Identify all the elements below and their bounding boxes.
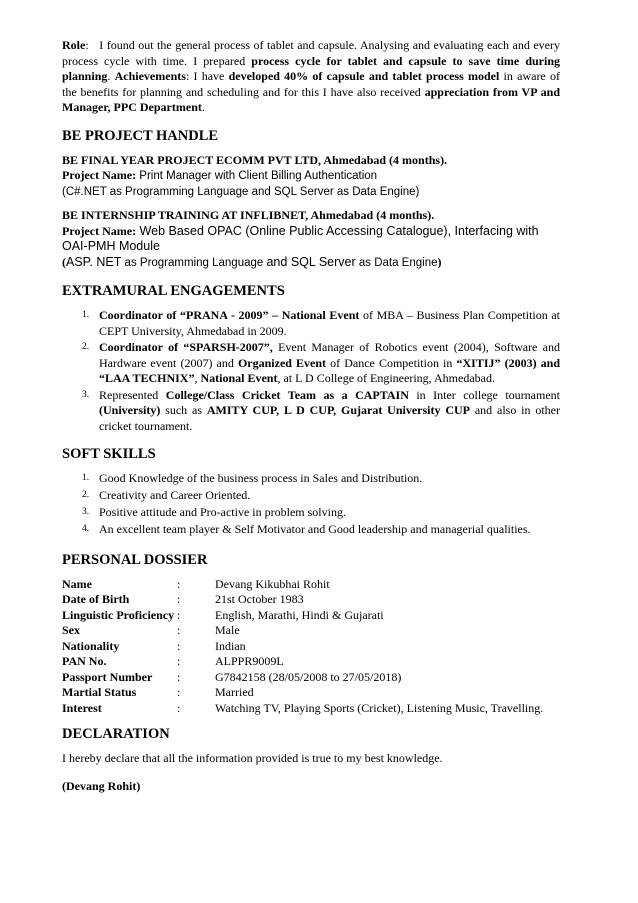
extramural-bold: Coordinator of “SPARSH-2007”, xyxy=(99,340,273,354)
role-text-3: : I have xyxy=(185,69,229,83)
dossier-key: Nationality xyxy=(62,638,120,653)
dossier-colon: : xyxy=(177,623,181,637)
dossier-colon: : xyxy=(177,654,181,668)
table-row xyxy=(62,685,543,701)
internship-tech-close: ) xyxy=(437,254,442,269)
personal-dossier-heading: PERSONAL DOSSIER xyxy=(62,551,208,568)
dossier-value: Married xyxy=(215,685,254,699)
soft-skills-list xyxy=(62,471,560,538)
dossier-value: Watching TV, Playing Sports (Cricket), Listening Music, Travelling. xyxy=(215,700,544,715)
internship-name-value: Web Based OPAC (Online Public Accessing Catalogue), Interfacing with OAI-PMH Module xyxy=(62,223,539,253)
role-text-4: in aware of the benefits for planning and scheduling and for this I have also received xyxy=(62,69,560,99)
dossier-key: Date of Birth xyxy=(62,592,130,606)
dossier-key: Linguistic Proficiency xyxy=(62,607,175,622)
role-text-1: I found out the general process of tablet and capsule. Analysing and evaluating each and every process cycle with time. I prepared xyxy=(62,38,561,68)
be-project-title: BE FINAL YEAR PROJECT ECOMM PVT LTD, Ahmedabad (4 months). xyxy=(62,152,448,167)
dossier-key: Passport Number xyxy=(62,669,153,684)
dossier-key: Name xyxy=(62,576,92,591)
dossier-value: Male xyxy=(215,623,240,637)
extramural-text: of Dance Competition in xyxy=(326,355,457,370)
dossier-value: Indian xyxy=(215,638,246,653)
extramural-text: Event Manager of Robotics event (2004), Software and Hardware event (2007) and xyxy=(99,340,560,370)
list-item xyxy=(62,308,560,339)
list-number: 3. xyxy=(82,507,90,517)
be-project-name xyxy=(62,168,560,185)
soft-skill-text: Good Knowledge of the business process in Sales and Distribution. xyxy=(99,471,423,485)
dossier-colon: : xyxy=(177,669,181,684)
be-project-tech: (C#.NET as Programming Language and SQL Server as Data Engine) xyxy=(62,185,420,198)
internship-tech xyxy=(62,255,560,272)
extramural-list xyxy=(62,308,560,434)
list-number: 2. xyxy=(82,490,90,500)
soft-skill-text: Creativity and Career Oriented. xyxy=(99,488,251,502)
table-row xyxy=(62,577,543,593)
extramural-bold: Coordinator of “PRANA - 2009” – National Event xyxy=(99,308,360,322)
be-project-name-label: Project Name: xyxy=(62,168,137,182)
extramural-text: of MBA – Business Plan Competition at CEPT University, Ahmedabad in 2009. xyxy=(99,308,561,338)
list-number: 1. xyxy=(82,310,90,320)
signature: (Devang Rohit) xyxy=(62,778,141,793)
declaration-text: I hereby declare that all the information provided is true to my best knowledge. xyxy=(62,751,443,765)
dossier-key: Interest xyxy=(62,700,102,715)
role-text-5: . xyxy=(201,100,205,114)
be-project-name-value: Print Manager with Client Billing Authentication xyxy=(136,170,378,182)
list-number: 1. xyxy=(82,473,90,483)
dossier-key: Sex xyxy=(62,623,80,637)
internship-tech-c: and SQL Server xyxy=(266,254,356,269)
dossier-key: PAN No. xyxy=(62,654,107,668)
table-row xyxy=(62,608,543,624)
list-item xyxy=(62,388,560,435)
role-paragraph: Role: I found out the general process of tablet and capsule. Analysing and evaluating each and every process cycle with time. I prepared process cycle for tablet and capsule to save time during planning. Achievements: I have developed 40% of capsule and tablet process model in aware of the benefits for planning and scheduling and for this I have also received appreciation from VP and Manager, PPC Department. xyxy=(62,38,561,114)
role-bold-2: developed 40% of capsule and tablet process model xyxy=(228,69,500,83)
extramural-text: and also in other cricket tournament. xyxy=(99,403,560,433)
internship-tech-a: ASP. NET xyxy=(66,254,122,269)
extramural-text: in Inter college tournament xyxy=(408,387,560,402)
dossier-key: Martial Status xyxy=(62,685,137,699)
extramural-bold: AMITY CUP, L D CUP, Gujarat University CUP xyxy=(206,403,470,417)
internship-title: BE INTERNSHIP TRAINING AT INFLIBNET, Ahmedabad (4 months). xyxy=(62,208,435,222)
extramural-text: , xyxy=(194,371,201,385)
dossier-colon: : xyxy=(177,638,181,653)
internship-tech-d: as Data Engine xyxy=(355,256,438,269)
table-row xyxy=(62,639,543,655)
extramural-text: , at L D College of Engineering, Ahmedabad. xyxy=(277,371,495,385)
extramural-bold: “XITIJ” (2003) and “LAA TECHNIX” xyxy=(99,355,561,385)
list-number: 2. xyxy=(82,342,90,352)
soft-skill-text: Positive attitude and Pro-active in problem solving. xyxy=(99,505,346,519)
role-bold-3: appreciation from VP and Manager, PPC Department xyxy=(62,84,561,114)
list-item xyxy=(62,488,560,504)
soft-skills-heading: SOFT SKILLS xyxy=(62,446,156,462)
role-bold-1: process cycle for tablet and capsule to save time during planning xyxy=(62,53,560,83)
dossier-value: ALPPR9009L xyxy=(215,654,284,668)
list-item xyxy=(62,471,560,487)
extramural-bold: Organized Event xyxy=(237,355,327,370)
dossier-colon: : xyxy=(177,592,181,606)
table-row xyxy=(62,701,543,717)
internship-name xyxy=(62,224,560,255)
extramural-bold: (University) xyxy=(99,403,161,417)
dossier-value: Devang Kikubhai Rohit xyxy=(215,576,330,591)
list-item xyxy=(62,340,560,387)
dossier-value: 21st October 1983 xyxy=(215,592,304,606)
extramural-text: such as xyxy=(160,403,207,417)
role-label: Role xyxy=(62,38,86,52)
table-row xyxy=(62,654,543,670)
dossier-colon: : xyxy=(177,700,181,715)
extramural-bold: College/Class Cricket Team as a CAPTAIN xyxy=(165,387,409,402)
internship-name-label: Project Name: xyxy=(62,223,137,238)
dossier-value: English, Marathi, Hindi & Gujarati xyxy=(215,607,384,622)
list-item xyxy=(62,505,560,521)
list-number: 3. xyxy=(82,389,90,400)
list-item xyxy=(62,522,560,538)
role-text-2: . xyxy=(107,69,111,83)
resume-page xyxy=(62,38,560,794)
dossier-table xyxy=(62,577,543,717)
list-number: 4. xyxy=(82,524,90,534)
extramural-text: Represented xyxy=(99,387,166,402)
dossier-value: G7842158 (28/05/2008 to 27/05/2018) xyxy=(215,669,402,684)
dossier-colon: : xyxy=(177,607,181,622)
internship-tech-b: as Programming Language xyxy=(121,256,267,269)
be-project-heading: BE PROJECT HANDLE xyxy=(62,127,219,144)
soft-skill-text: An excellent team player & Self Motivator and Good leadership and managerial qualities. xyxy=(99,522,531,536)
extramural-bold: National Event xyxy=(200,371,278,385)
table-row xyxy=(62,592,543,608)
declaration-heading: DECLARATION xyxy=(62,726,170,742)
dossier-colon: : xyxy=(177,685,181,699)
table-row xyxy=(62,623,543,639)
table-row xyxy=(62,670,543,686)
achievements-label: Achievements xyxy=(114,69,186,83)
internship-tech-open: ( xyxy=(62,254,66,269)
extramural-heading: EXTRAMURAL ENGAGEMENTS xyxy=(62,283,285,299)
dossier-colon: : xyxy=(177,576,181,591)
